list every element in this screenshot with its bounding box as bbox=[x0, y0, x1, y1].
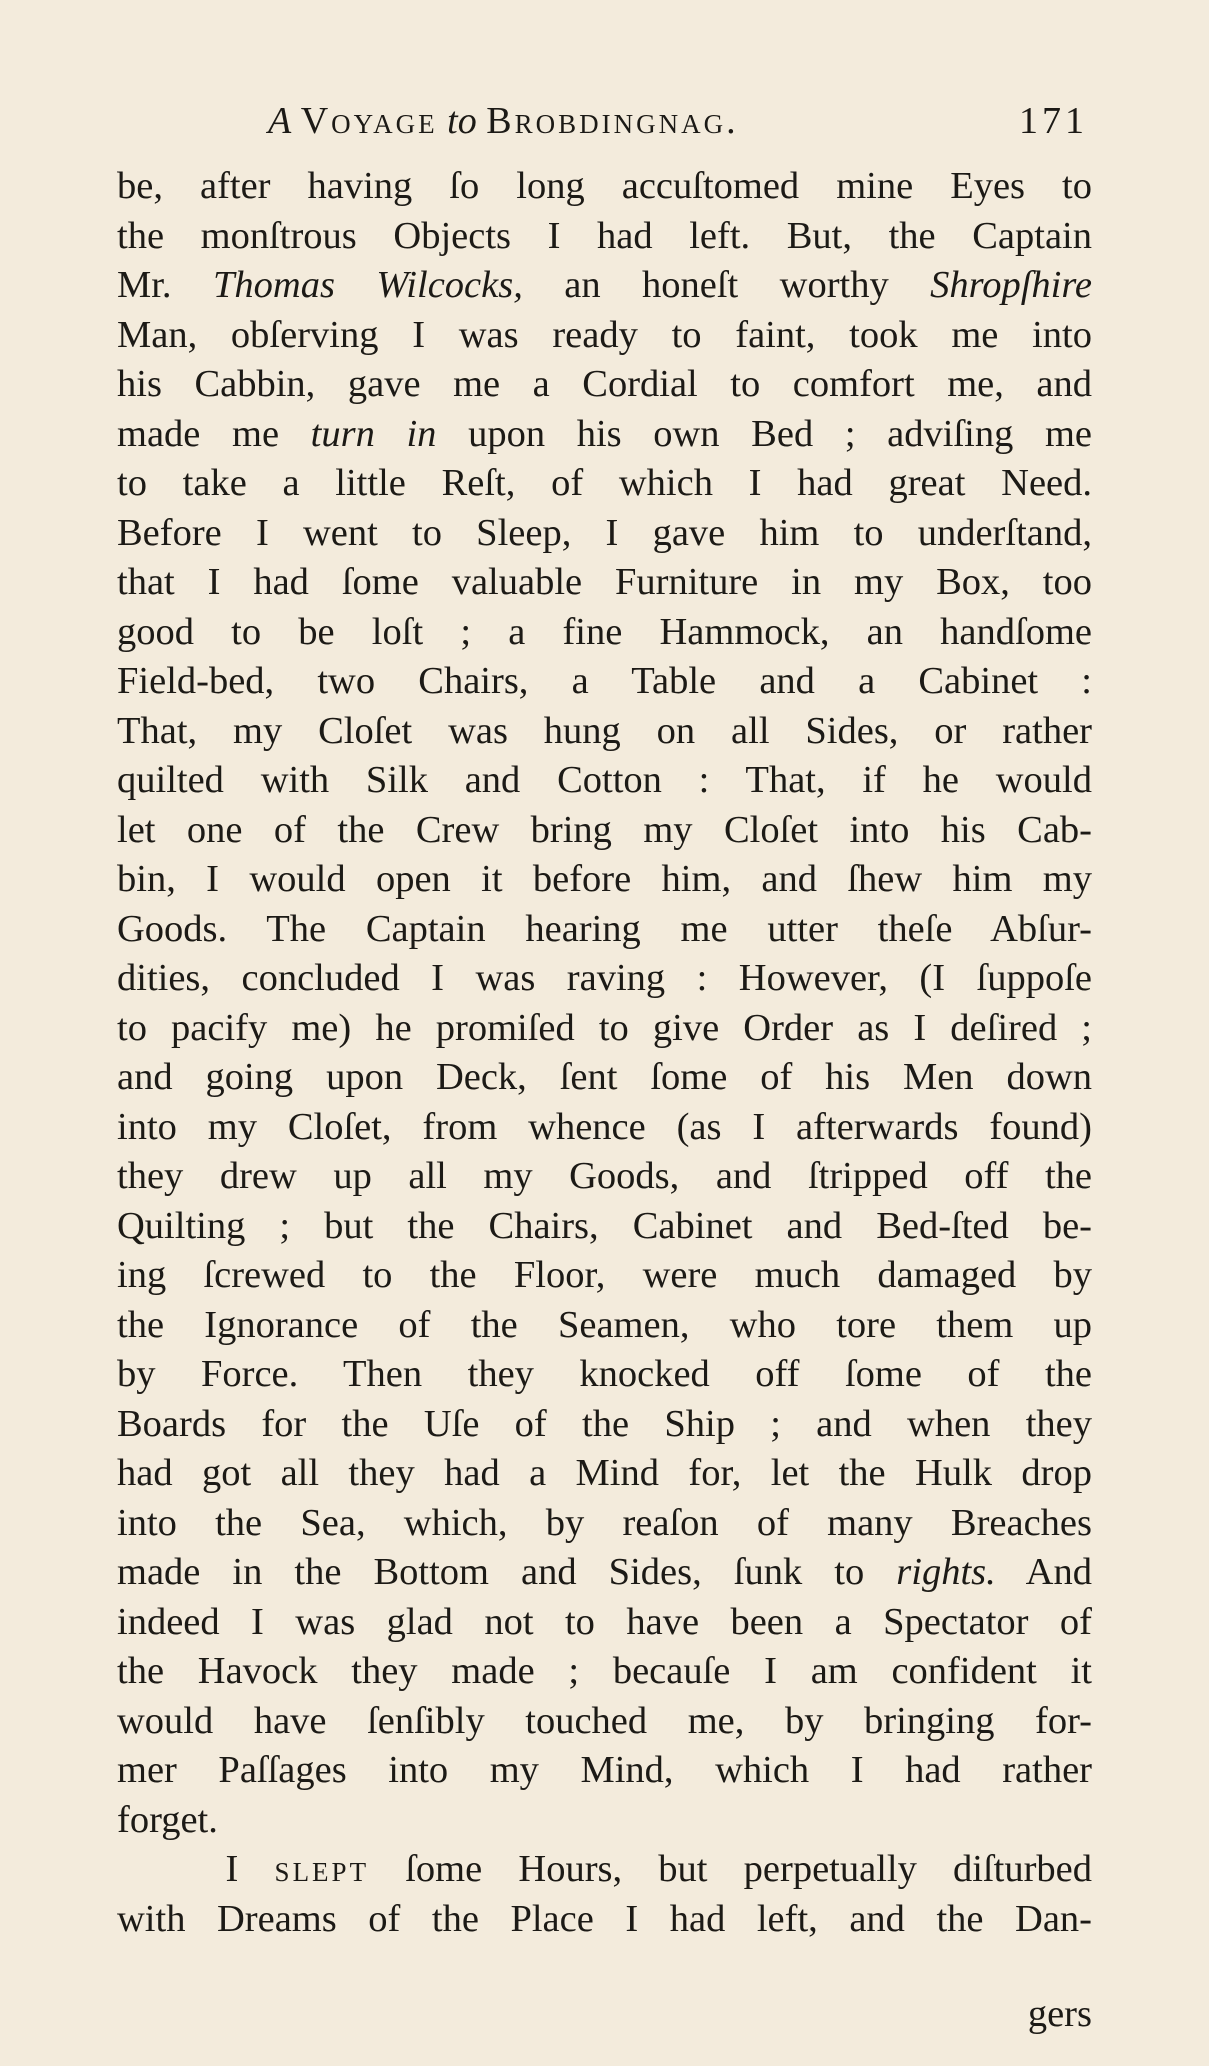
text-line: the monſtrous Objects I had left. But, the Captain bbox=[117, 214, 1092, 257]
text-line bbox=[117, 261, 1092, 311]
text-line: That, my Cloſet was hung on all Sides, or rather bbox=[117, 709, 1092, 752]
header-title-a: A bbox=[268, 100, 292, 142]
text-line: that I had ſome valuable Furniture in my Box, too bbox=[117, 561, 1092, 603]
text-line: mer Paſſages into my Mind, which I had rather bbox=[117, 1749, 1092, 1791]
text-line bbox=[117, 1548, 1092, 1598]
italic-place: Shropſhire bbox=[930, 264, 1092, 306]
page-number: 171 bbox=[1019, 100, 1088, 142]
text-line: would have ſenſibly touched me, by bringing for- bbox=[117, 1699, 1092, 1742]
text-span: made in the Bottom and Sides, ſunk to bbox=[117, 1551, 897, 1593]
text-line: Man, obſerving I was ready to faint, took me into bbox=[117, 313, 1092, 356]
running-header bbox=[268, 96, 1088, 146]
text-line: the Ignorance of the Seamen, who tore them up bbox=[117, 1303, 1092, 1346]
text-line: Goods. The Captain hearing me utter theſe Abſur- bbox=[117, 907, 1092, 950]
text-line: Quilting ; but the Chairs, Cabinet and Bed-ſted be- bbox=[117, 1204, 1092, 1247]
text-line bbox=[117, 410, 1092, 460]
text-line: quilted with Silk and Cotton : That, if he would bbox=[117, 759, 1092, 801]
italic-name: Thomas Wilcocks, bbox=[212, 264, 523, 306]
text-line: Field-bed, two Chairs, a Table and a Cabinet : bbox=[117, 660, 1092, 702]
text-span: Mr. bbox=[117, 264, 213, 306]
text-line: forget. bbox=[117, 1798, 218, 1841]
drop-word-initial: I bbox=[225, 1848, 239, 1890]
text-line: indeed I was glad not to have been a Spectator of bbox=[117, 1600, 1092, 1643]
header-title-to: to bbox=[447, 100, 477, 142]
catchword: gers bbox=[1027, 1993, 1092, 2035]
text-span: made me bbox=[117, 412, 311, 455]
text-line: bin, I would open it before him, and ſhew him my bbox=[117, 858, 1092, 900]
text-line: Boards for the Uſe of the Ship ; and when they bbox=[117, 1402, 1092, 1445]
text-span: ſome Hours, but perpetually diſturbed bbox=[369, 1848, 1093, 1890]
text-span: And bbox=[995, 1551, 1092, 1593]
text-line: his Cabbin, gave me a Cordial to comfort me, and bbox=[117, 363, 1092, 405]
text-span: an honeſt worthy bbox=[522, 264, 931, 306]
text-line: let one of the Crew bring my Cloſet into his Cab- bbox=[117, 808, 1092, 851]
header-title-voyage: Voyage bbox=[300, 100, 438, 142]
italic-phrase: turn in bbox=[310, 412, 437, 455]
header-title-place: Brobdingnag. bbox=[486, 100, 739, 142]
text-line: they drew up all my Goods, and ſtripped off the bbox=[117, 1155, 1092, 1197]
text-line: Before I went to Sleep, I gave him to underſtand, bbox=[117, 511, 1092, 554]
text-line: to pacify me) he promiſed to give Order as I deſired ; bbox=[117, 1006, 1092, 1049]
paragraph-2-line-1 bbox=[117, 1845, 1092, 1895]
text-line: by Force. Then they knocked off ſome of the bbox=[117, 1353, 1092, 1395]
text-line: good to be loſt ; a fine Hammock, an handſome bbox=[117, 610, 1092, 653]
text-line: the Havock they made ; becauſe I am confident it bbox=[117, 1650, 1092, 1692]
text-line: into my Cloſet, from whence (as I afterwards found) bbox=[117, 1105, 1092, 1148]
text-line: and going upon Deck, ſent ſome of his Men down bbox=[117, 1056, 1092, 1098]
text-line: be, after having ſo long accuſtomed mine Eyes to bbox=[117, 165, 1092, 207]
small-caps-word: slept bbox=[274, 1848, 370, 1890]
text-line: to take a little Reſt, of which I had great Need. bbox=[117, 462, 1092, 504]
italic-word: rights. bbox=[896, 1551, 996, 1593]
text-line: had got all they had a Mind for, let the Hulk drop bbox=[117, 1452, 1092, 1494]
text-span: upon his own Bed ; adviſing me bbox=[436, 412, 1092, 455]
body-text bbox=[117, 162, 1092, 1944]
paragraph-2-line-2: with Dreams of the Place I had left, and the Dan- bbox=[117, 1897, 1092, 1940]
text-line: dities, concluded I was raving : However, (I ſuppoſe bbox=[117, 957, 1092, 999]
text-line: ing ſcrewed to the Floor, were much damaged by bbox=[117, 1254, 1092, 1296]
text-line: into the Sea, which, by reaſon of many Breaches bbox=[117, 1501, 1092, 1544]
